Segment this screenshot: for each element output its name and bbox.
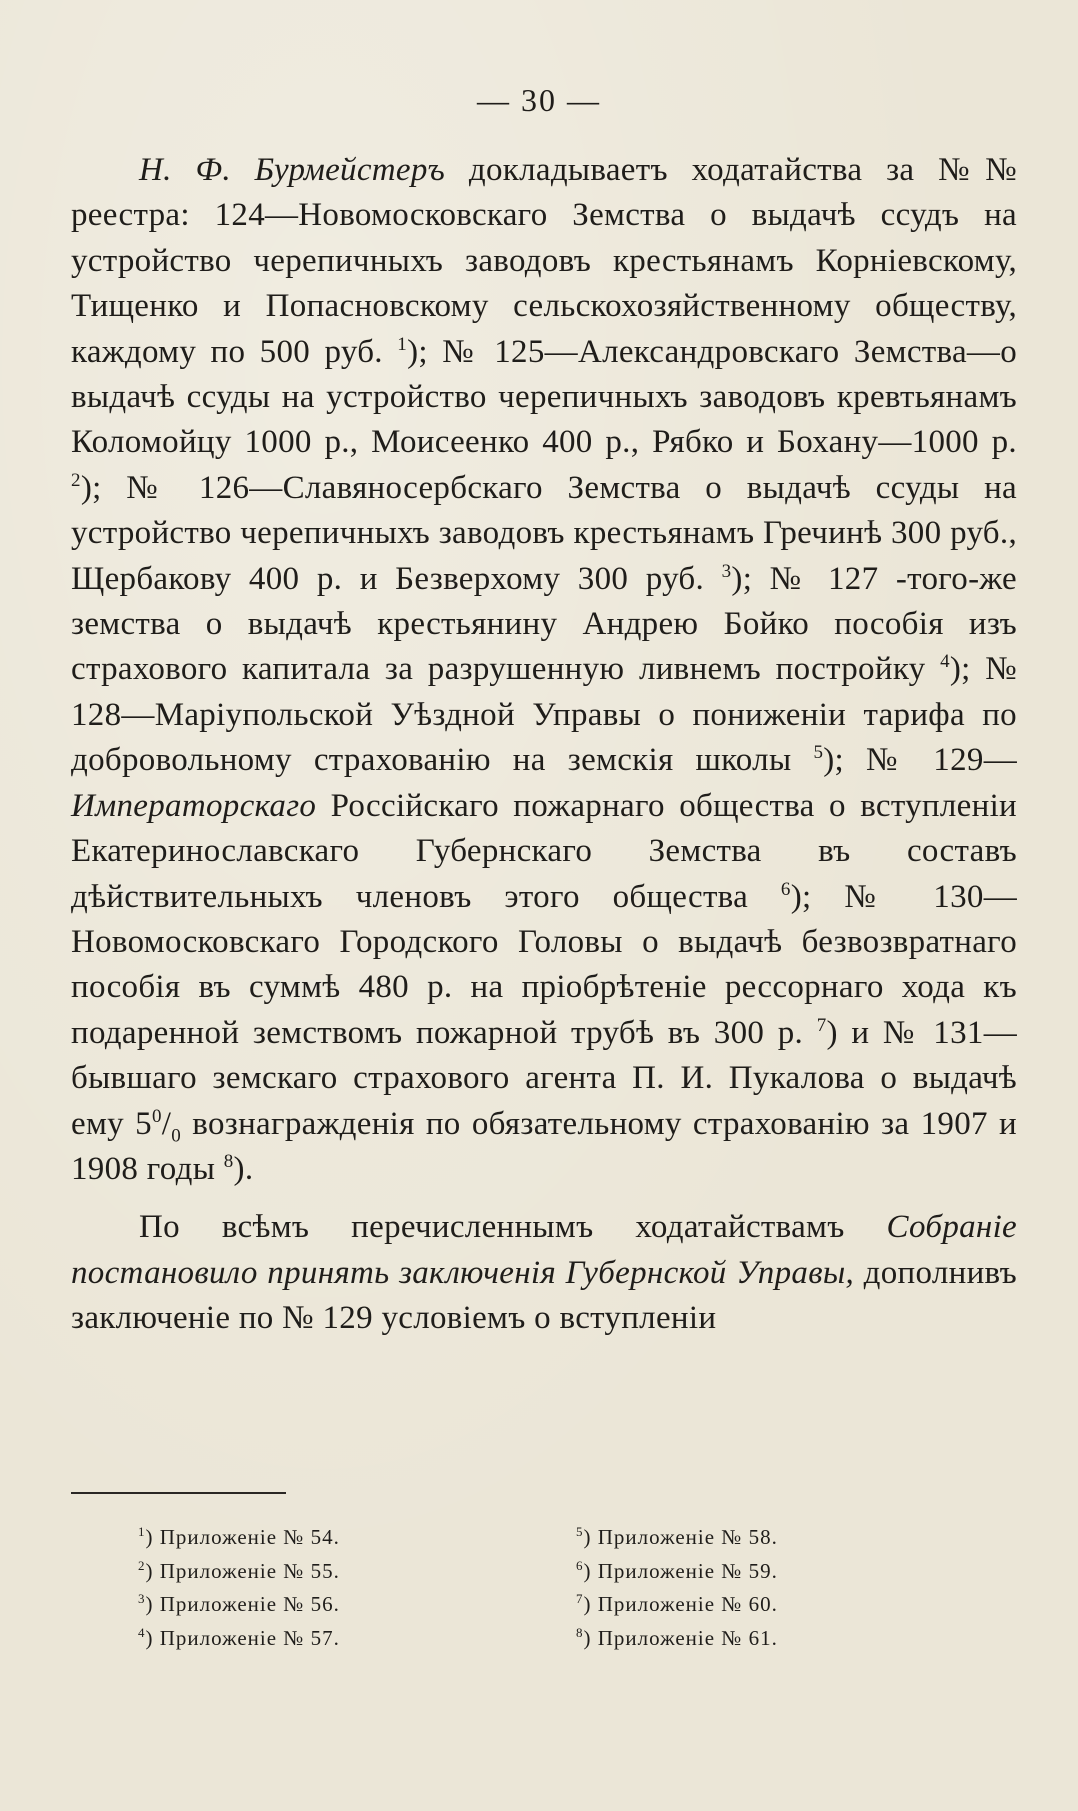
footnote (138, 1592, 518, 1626)
footnote-mark: 4 (138, 1624, 146, 1640)
footnote-text: ) Приложеніе № 55. (145, 1558, 340, 1583)
percent-slash: / (161, 1105, 172, 1142)
footnote (576, 1592, 956, 1626)
footnote-text: ) Приложеніе № 60. (583, 1592, 778, 1616)
footnote-ref-2: 2 (71, 469, 81, 491)
footnote-ref-4: 4 (940, 651, 950, 673)
paragraph-1 (71, 148, 1017, 1192)
page-number: — 30 — (477, 82, 601, 118)
footnote-text: ) Приложеніе № 58. (583, 1525, 778, 1549)
footnote (576, 1559, 956, 1593)
footnote (138, 1559, 518, 1593)
percent-sup: 0 (151, 1105, 162, 1127)
footnote-ref-5: 5 (813, 742, 824, 764)
footnote (138, 1525, 518, 1559)
footnote-text: ) Приложеніе № 54. (145, 1525, 340, 1549)
footnote (138, 1626, 518, 1660)
footnote (576, 1626, 956, 1660)
italic-decision: Собраніе постановило принять заключенія Губернской Управы, (71, 1209, 1017, 1291)
text-run: ); № 130—Новомосковскаго Городского Головы о выдачѣ безвозвратнаго пособія въ суммѣ 480 р. на пріобрѣтеніе рессорнаго хода къ подаренной земствомъ пожарной трубѣ въ 300 р. (71, 878, 1017, 1051)
paragraph-2 (71, 1205, 1017, 1341)
footnote-ref-6: 6 (780, 878, 791, 900)
text-run: ); № 129— (823, 742, 1017, 779)
footnote-text: ) Приложеніе № 56. (145, 1592, 340, 1616)
footnote-mark: 3 (138, 1591, 146, 1606)
footnote-text: ) Приложеніе № 57. (145, 1625, 340, 1650)
text-run: ); № 128—Маріупольской Уѣздной Управы о пониженіи тарифа по добровольному страхованію на земскія школы (71, 651, 1017, 779)
footnote-mark: 8 (576, 1624, 584, 1640)
footnote (576, 1525, 956, 1559)
text-run: докладываетъ ходатайства за №№ реестра: 124—Новомосковскаго Земства о выдачѣ ссудъ на устройство черепичныхъ заводовъ крестьянамъ Корніевскому, Тищенко и Попасновскому сельскохозяйственному обществу, каждому по 500 руб. (71, 152, 1017, 370)
footnote-text: ) Приложеніе № 59. (583, 1558, 778, 1583)
footnote-mark: 2 (138, 1557, 146, 1573)
footnote-divider (71, 1492, 286, 1494)
text-run: Россійскаго пожарнаго общества о вступленіи Екатеринославскаго Губернскаго Земства въ составъ дѣйствительныхъ членовъ этого общества (71, 787, 1017, 915)
text-run: ). (233, 1150, 254, 1187)
speaker-name: Н. Ф. Бурмейстеръ (139, 152, 446, 188)
text-run: ); № 127 -того-же земства о выдачѣ крестьянину Андрею Бойко пособія изъ страхового капитала за разрушенную ливнемъ постройку (71, 560, 1017, 688)
text-run: ); № 125—Александровскаго Земства—о выдачѣ ссуды на устройство черепичныхъ заводовъ кревтьянамъ Коломойцу 1000 р., Моисеенко 400 р., Рябко и Бохану—1000 р. (71, 333, 1017, 461)
footnote-mark: 1 (138, 1524, 146, 1539)
percent-sub: 0 (171, 1125, 182, 1147)
footnotes-left-column (138, 1525, 518, 1659)
text-run: ) и № 131—бывшаго земскаго страхового агента П. И. Пукалова о выдачѣ ему 5 (71, 1014, 1017, 1142)
footnote-mark: 5 (576, 1524, 584, 1539)
footnote-ref-7: 7 (816, 1014, 827, 1036)
footnote-mark: 7 (576, 1591, 584, 1606)
footnote-text: ) Приложеніе № 61. (583, 1625, 778, 1650)
text-run: дополнивъ заключеніе по № 129 условіемъ о вступленіи (71, 1254, 1017, 1337)
italic-imperial: Императорскаго (71, 787, 317, 824)
text-run: вознагражденія по обязательному страхованію за 1907 и 1908 годы (71, 1105, 1017, 1187)
footnote-mark: 6 (576, 1557, 584, 1573)
footnote-ref-3: 3 (721, 560, 732, 582)
footnotes-right-column (576, 1525, 956, 1659)
text-run: По всѣмъ перечисленнымъ ходатайствамъ (139, 1209, 887, 1246)
text-run: ); № 126—Славяносербскаго Земства о выдачѣ ссуды на устройство черепичныхъ заводовъ крестьянамъ Гречинѣ 300 руб., Щербакову 400 р. и Безверхому 300 руб. (71, 469, 1017, 597)
footnote-ref-8: 8 (223, 1150, 234, 1172)
footnote-ref-1: 1 (397, 333, 408, 355)
body-text (71, 148, 1017, 1342)
